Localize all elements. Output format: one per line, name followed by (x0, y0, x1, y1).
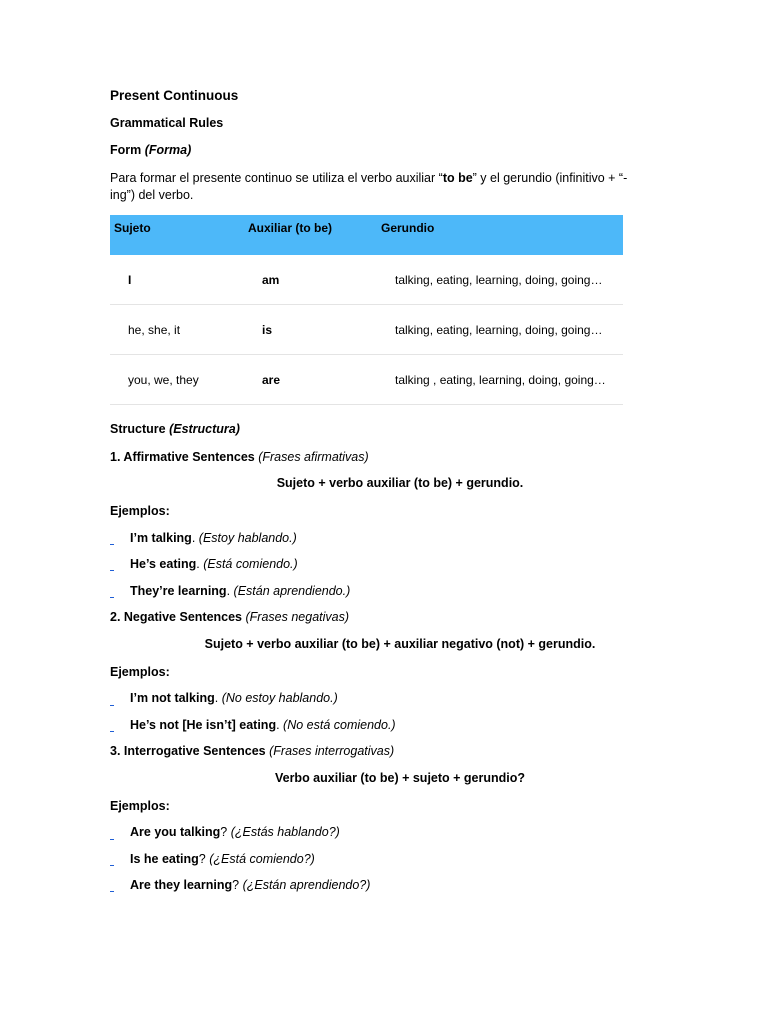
example-punct: . (214, 691, 219, 705)
example-punct: ? (232, 878, 240, 892)
list-item (130, 718, 396, 732)
conjugation-table (110, 215, 623, 405)
cell-aux: is (244, 305, 377, 355)
table-header-row (110, 215, 623, 255)
cell-subject: you, we, they (110, 355, 244, 405)
example-es: (¿Estás hablando?) (230, 825, 340, 839)
interrogative-title: 3. Interrogative Sentences (110, 744, 266, 758)
negative-heading (110, 610, 349, 624)
cell-gerund: talking, eating, learning, doing, going… (377, 305, 623, 355)
interrogative-formula: Verbo auxiliar (to be) + sujeto + gerundio? (274, 771, 526, 785)
bullet-icon (110, 839, 114, 840)
example-es: (No estoy hablando.) (221, 691, 338, 705)
example-punct: ? (198, 852, 206, 866)
page-title: Present Continuous (110, 88, 239, 103)
interrogative-heading (110, 744, 394, 758)
form-label: Form (110, 143, 142, 157)
example-en: Are you talking (130, 825, 221, 839)
example-en: He’s eating (130, 557, 197, 571)
example-punct: . (276, 718, 280, 732)
example-punct: . (226, 584, 231, 598)
example-en: Is he eating (130, 852, 199, 866)
table-row (110, 355, 623, 405)
bullet-icon (110, 865, 114, 866)
list-item (130, 584, 350, 598)
example-en: Are they learning (130, 878, 233, 892)
intro-text-c: ” y el gerundio (infinitivo + “- (472, 171, 628, 185)
example-en: I’m talking (130, 531, 192, 545)
header-auxiliary: Auxiliar (to be) (244, 215, 377, 255)
section-subtitle: Grammatical Rules (110, 116, 224, 130)
example-es: (No está comiendo.) (283, 718, 396, 732)
bullet-icon (110, 597, 114, 598)
affirmative-title: 1. Affirmative Sentences (110, 450, 255, 464)
example-punct: . (191, 531, 196, 545)
list-item (130, 557, 298, 571)
structure-heading (110, 422, 240, 436)
cell-aux: are (244, 355, 377, 405)
example-es: (Están aprendiendo.) (233, 584, 351, 598)
example-es: (Estoy hablando.) (198, 531, 297, 545)
structure-label: Structure (110, 422, 166, 436)
example-punct: . (196, 557, 200, 571)
affirmative-examples-label: Ejemplos: (110, 504, 170, 518)
list-item (130, 531, 297, 545)
bullet-icon (110, 731, 114, 732)
example-punct: ? (220, 825, 228, 839)
intro-text-a: Para formar el presente continuo se utiliza el verbo auxiliar “ (110, 171, 443, 185)
intro-line-1 (110, 171, 627, 185)
negative-title: 2. Negative Sentences (110, 610, 243, 624)
cell-gerund: talking, eating, learning, doing, going… (377, 255, 623, 305)
interrogative-examples-label: Ejemplos: (110, 799, 170, 813)
list-item (130, 852, 315, 866)
cell-subject: I (110, 255, 244, 305)
table-row (110, 255, 623, 305)
bullet-icon (110, 705, 114, 706)
negative-examples-label: Ejemplos: (110, 665, 170, 679)
intro-to-be: to be (442, 171, 473, 185)
list-item (130, 691, 338, 705)
negative-formula: Sujeto + verbo auxiliar (to be) + auxiliar negativo (not) + gerundio. (204, 637, 596, 651)
list-item (130, 878, 370, 892)
cell-gerund: talking , eating, learning, doing, going… (377, 355, 623, 405)
cell-aux: am (244, 255, 377, 305)
header-gerund: Gerundio (377, 215, 623, 255)
example-es: (Está comiendo.) (203, 557, 298, 571)
form-label-es: (Forma) (144, 143, 192, 157)
interrogative-title-es: (Frases interrogativas) (269, 744, 395, 758)
form-heading (110, 143, 191, 157)
bullet-icon (110, 570, 114, 571)
table-row (110, 305, 623, 355)
intro-line-2: ing”) del verbo. (110, 188, 194, 202)
negative-title-es: (Frases negativas) (245, 610, 350, 624)
affirmative-title-es: (Frases afirmativas) (258, 450, 369, 464)
affirmative-heading (110, 450, 369, 464)
header-subject: Sujeto (110, 215, 244, 255)
example-es: (¿Están aprendiendo?) (242, 878, 371, 892)
affirmative-formula: Sujeto + verbo auxiliar (to be) + gerundio. (276, 476, 524, 490)
example-es: (¿Está comiendo?) (209, 852, 315, 866)
example-en: I’m not talking (130, 691, 215, 705)
cell-subject: he, she, it (110, 305, 244, 355)
bullet-icon (110, 544, 114, 545)
structure-label-es: (Estructura) (169, 422, 240, 436)
list-item (130, 825, 340, 839)
example-en: He’s not [He isn’t] eating (130, 718, 277, 732)
example-en: They’re learning (130, 584, 227, 598)
bullet-icon (110, 891, 114, 892)
